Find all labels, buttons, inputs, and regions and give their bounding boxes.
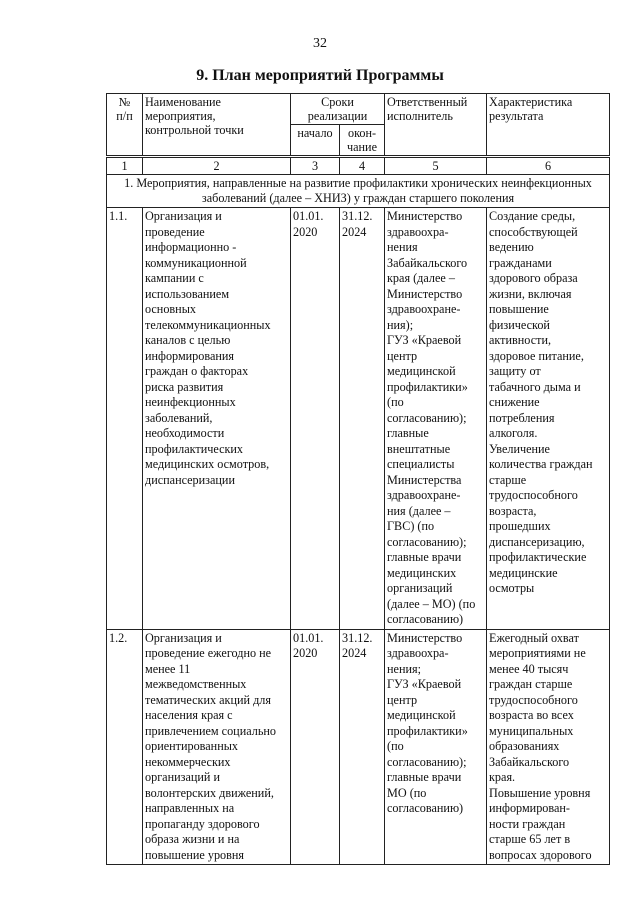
- row-start-date: 01.01. 2020: [291, 208, 340, 630]
- row-start-date: 01.01. 2020: [291, 629, 340, 865]
- column-number: 2: [143, 157, 291, 175]
- column-number: 3: [291, 157, 340, 175]
- row-end-date: 31.12. 2024: [340, 629, 385, 865]
- section-title: 1. Мероприятия, направленные на развитие профилактики хронических неинфекционных заболеваний (далее – ХНИЗ) у граждан старшего поколения: [107, 175, 610, 208]
- plan-table: [106, 93, 610, 865]
- page-number: 32: [313, 36, 327, 51]
- header-start: начало: [291, 125, 340, 157]
- header-executor: Ответственный исполнитель: [385, 94, 487, 157]
- column-number: 6: [487, 157, 610, 175]
- header-name: Наименование мероприятия, контрольной точки: [143, 94, 291, 157]
- column-number: 1: [107, 157, 143, 175]
- row-executor: Министерство здравоохра- нения Забайкальского края (далее – Министерство здравоохране- ния); ГУЗ «Краевой центр медицинской профилактики» (по согласованию); главные внештатные специалисты Министерства здравоохране- ния (далее – ГВС) (по согласованию); главные врачи медицинских организаций (далее – МО) (по согласованию): [385, 208, 487, 630]
- row-number: 1.1.: [107, 208, 143, 630]
- document-title: 9. План мероприятий Программы: [196, 67, 444, 84]
- header-num: № п/п: [107, 94, 143, 157]
- column-number-row: [107, 157, 610, 175]
- table-row: [107, 629, 610, 865]
- row-number: 1.2.: [107, 629, 143, 865]
- header-result: Характеристика результата: [487, 94, 610, 157]
- row-executor: Министерство здравоохра- нения; ГУЗ «Краевой центр медицинской профилактики» (по согласованию); главные врачи МО (по согласованию): [385, 629, 487, 865]
- header-row: [107, 94, 610, 125]
- row-end-date: 31.12. 2024: [340, 208, 385, 630]
- row-name: Организация и проведение ежегодно не менее 11 межведомственных тематических акций для населения края с привлечением социально ориентированных некоммерческих организаций и волонтерских движений, направленных на пропаганду здорового образа жизни и на повышение уровня: [143, 629, 291, 865]
- row-result: Ежегодный охват мероприятиями не менее 40 тысяч граждан старше трудоспособного возраста во всех муниципальных образованиях Забайкальского края. Повышение уровня информирован- ности граждан старше 65 лет в вопросах здорового: [487, 629, 610, 865]
- row-result: Создание среды, способствующей ведению гражданами здорового образа жизни, включая повышение физической активности, здоровое питание, защиту от табачного дыма и снижение потребления алкоголя. Увеличение количества граждан старше трудоспособного возраста, прошедших диспансеризацию, профилактические медицинские осмотры: [487, 208, 610, 630]
- column-number: 4: [340, 157, 385, 175]
- table-row: [107, 208, 610, 630]
- column-number: 5: [385, 157, 487, 175]
- section-row: [107, 175, 610, 208]
- row-name: Организация и проведение информационно - коммуникационной кампании с использованием основных телекоммуникационных каналов с целью информирования граждан о факторах риска развития неинфекционных заболеваний, необходимости профилактических медицинских осмотров, диспансеризации: [143, 208, 291, 630]
- header-dates: Сроки реализации: [291, 94, 385, 125]
- header-end: окон- чание: [340, 125, 385, 157]
